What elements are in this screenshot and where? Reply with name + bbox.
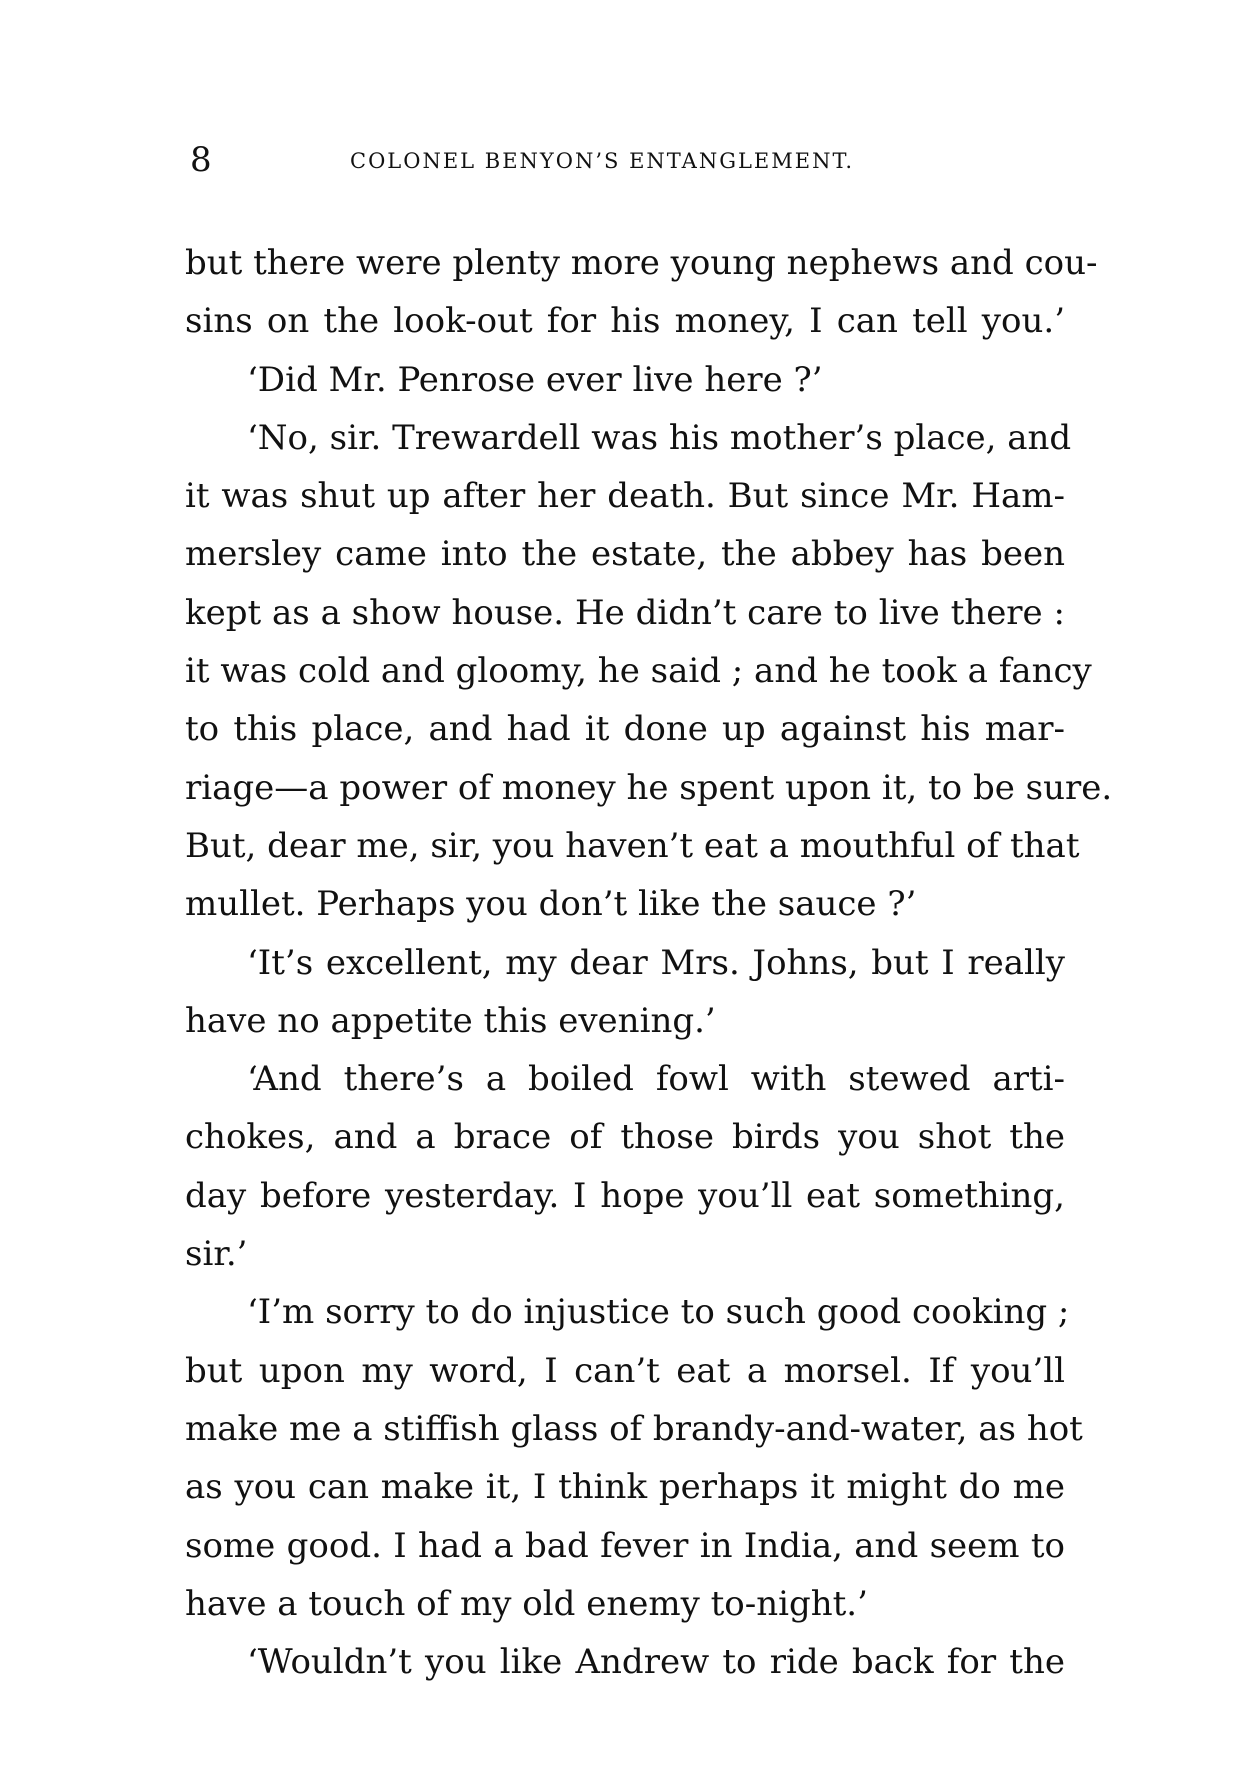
page-number: 8 bbox=[190, 140, 212, 180]
text-line: sins on the look-out for his money, I can tell you.’ bbox=[185, 301, 1065, 342]
text-line: but there were plenty more young nephews and cou- bbox=[185, 243, 1098, 283]
text-line: ‘No, sir. Trewardell was his mother’s place, and bbox=[247, 417, 1072, 458]
text-line: kept as a show house. He didn’t care to live there : bbox=[185, 592, 1065, 633]
text-line: ‘Did Mr. Penrose ever live here ?’ bbox=[247, 359, 823, 400]
running-title: COLONEL BENYON’S ENTANGLEMENT. bbox=[350, 149, 855, 173]
text-line: but upon my word, I can’t eat a morsel. If you’ll bbox=[185, 1350, 1065, 1391]
body-text bbox=[185, 234, 1113, 1691]
text-line: as you can make it, I think perhaps it might do me bbox=[185, 1467, 1065, 1508]
text-line: it was cold and gloomy, he said ; and he took a fancy bbox=[185, 651, 1092, 692]
text-line: have a touch of my old enemy to-night.’ bbox=[185, 1583, 868, 1624]
text-line: mersley came into the estate, the abbey has been bbox=[185, 534, 1065, 575]
text-line: day before yesterday. I hope you’ll eat something, bbox=[185, 1175, 1065, 1216]
text-line: sir.’ bbox=[185, 1234, 248, 1275]
text-line: chokes, and a brace of those birds you shot the bbox=[185, 1117, 1065, 1158]
text-line: some good. I had a bad fever in India, and seem to bbox=[185, 1525, 1065, 1566]
text-line: it was shut up after her death. But since Mr. Ham- bbox=[185, 476, 1065, 517]
text-line: ‘It’s excellent, my dear Mrs. Johns, but I really bbox=[247, 942, 1065, 983]
text-line: mullet. Perhaps you don’t like the sauce ?’ bbox=[185, 884, 917, 925]
text-line: But, dear me, sir, you haven’t eat a mouthful of that bbox=[185, 825, 1080, 866]
running-head bbox=[190, 140, 1070, 180]
text-line: make me a stiffish glass of brandy-and-water, as hot bbox=[185, 1408, 1083, 1449]
text-line: ‘Wouldn’t you like Andrew to ride back for the bbox=[247, 1642, 1065, 1683]
text-line: have no appetite this evening.’ bbox=[185, 1000, 716, 1041]
text-line: to this place, and had it done up against his mar- bbox=[185, 709, 1065, 750]
text-line: ‘I’m sorry to do injustice to such good cooking ; bbox=[247, 1292, 1070, 1333]
text-line: ‘And there’s a boiled fowl with stewed arti- bbox=[247, 1059, 1065, 1100]
text-line: riage—a power of money he spent upon it, to be sure. bbox=[185, 767, 1113, 808]
